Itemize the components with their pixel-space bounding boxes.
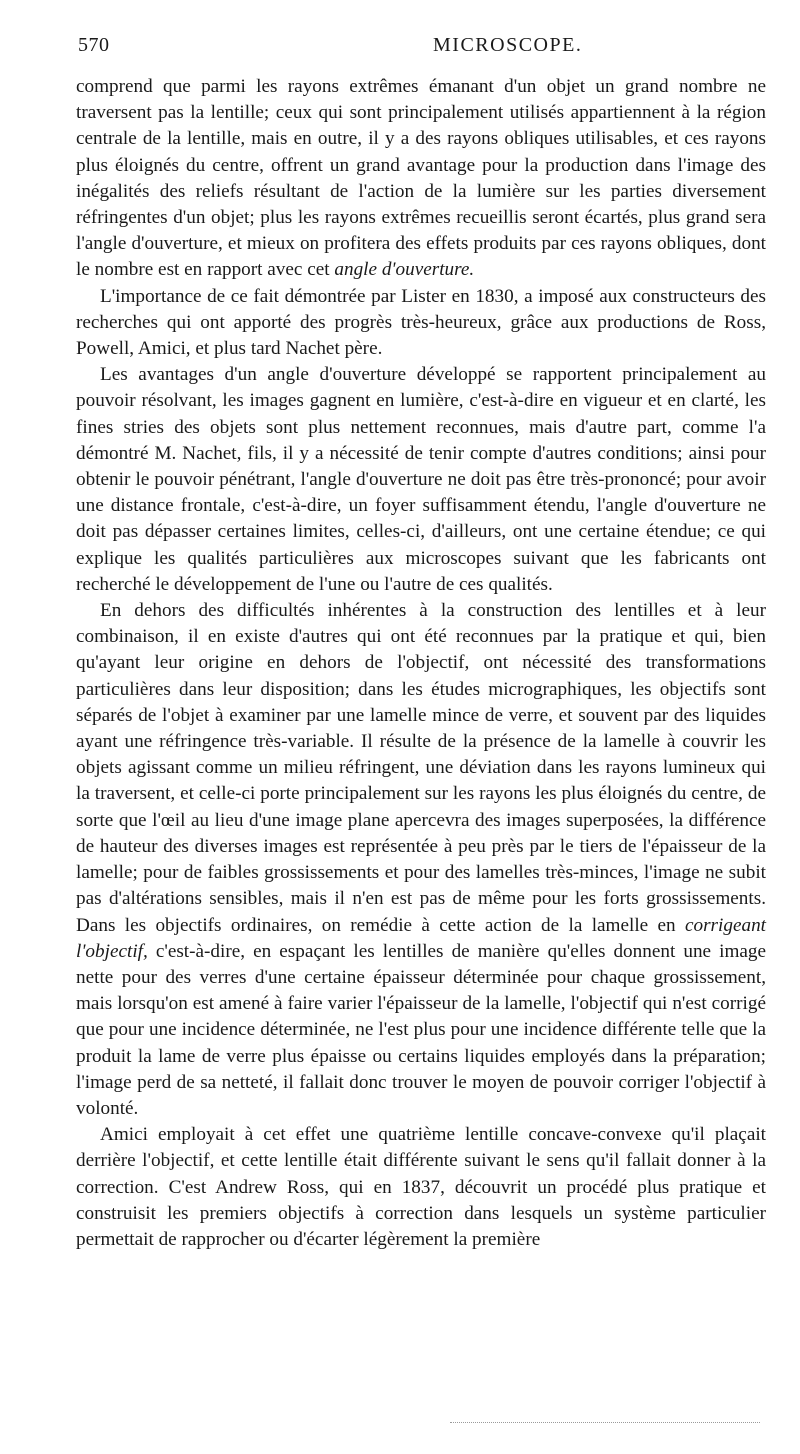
emphasis-text: corrigeant l'objectif, xyxy=(76,914,766,962)
paragraph-text: Les avantages d'un angle d'ouverture développé se rapportent principalement au pouvoir résolvant, les images gagnent en lumière, c'est-à-dire en vigueur et en clarté, les fines stries des objets sont plus nettement reconnues, mais d'autre part, comme l'a démontré M. Nachet, fils, il y a nécessité de tenir compte d'autres conditions; ainsi pour obtenir le pouvoir pénétrant, l'angle d'ouverture ne doit pas être très-prononcé; pour avoir une distance frontale, c'est-à-dire, un foyer suffisamment étendu, l'angle d'ouverture ne doit pas dépasser certaines limites, celles-ci, d'ailleurs, ont une certaine étendue; ce qui explique les qualités particulières aux microscopes suivant que les fabricants ont recherché le développement de l'une ou l'autre de ces qualités. xyxy=(76,364,766,595)
body-text xyxy=(76,74,766,1253)
page-header xyxy=(78,34,768,60)
paragraph-text: comprend que parmi les rayons extrêmes émanant d'un objet un grand nombre ne traversent pas la lentille; ceux qui sont principalement utilisés appartiennent à la région centrale de la lentille, mais en outre, il y a des rayons obliques utilisables, et ces rayons plus éloignés du centre, offrent un grand avantage pour la production dans l'image des inégalités des reliefs résultant de l'action de la lumière sur les parties diversement réfringentes d'un objet; plus les rayons extrêmes recueillis seront écartés, plus grand sera l'angle d'ouverture, et mieux on profitera des effets produits par ces rayons obliques, dont le nombre est en rapport avec cet xyxy=(76,76,766,281)
running-title: MICROSCOPE. xyxy=(433,34,583,56)
paragraph-3 xyxy=(76,362,766,598)
paragraph-text: c'est-à-dire, en espaçant les lentilles de manière qu'elles donnent une image nette pour des verres d'une certaine épaisseur déterminée pour chaque grossissement, mais lorsqu'on est amené à faire varier l'épaisseur de la lamelle, l'objectif qui n'est corrigé que pour une incidence déterminée, ne l'est plus pour une incidence différente telle que la produit la lame de verre plus épaisse ou certains liquides employés dans la préparation; l'image perd de sa netteté, il fallait donc trouver le moyen de pouvoir corriger l'objectif à volonté. xyxy=(76,940,766,1119)
paragraph-4 xyxy=(76,598,766,1122)
paragraph-5 xyxy=(76,1122,766,1253)
paragraph-text: En dehors des difficultés inhérentes à la construction des lentilles et à leur combinaison, il en existe d'autres qui ont été reconnues par la pratique et qui, bien qu'ayant leur origine en dehors de l'objectif, ont nécessité des transformations particulières dans leur disposition; dans les études micrographiques, les objectifs sont séparés de l'objet à examiner par une lamelle mince de verre, et souvent par des liquides ayant une réfringence très-variable. Il résulte de la présence de la lamelle à couvrir les objets agissant comme un milieu réfringent, une déviation dans les rayons lumineux qui la traversent, et celle-ci porte principalement sur les rayons les plus éloignés du centre, de sorte que l'œil au lieu d'une image plane apercevra des images superposées, la différence de hauteur des diverses images est représentée à peu près par le tiers de l'épaisseur de la lamelle; pour de faibles grossissements et pour des lamelles très-minces, l'image ne subit pas d'altérations sensibles, mais il n'en est pas de même pour les forts grossissements. Dans les objectifs ordinaires, on remédie à cette action de la lamelle en xyxy=(76,600,766,936)
page-number: 570 xyxy=(78,34,110,56)
paragraph-2 xyxy=(76,284,766,363)
paragraph-1 xyxy=(76,74,766,284)
paragraph-text: L'importance de ce fait démontrée par Lister en 1830, a imposé aux constructeurs des recherches qui ont apporté des progrès très-heureux, grâce aux productions de Ross, Powell, Amici, et plus tard Nachet père. xyxy=(76,285,766,360)
paragraph-text: Amici employait à cet effet une quatrième lentille concave-convexe qu'il plaçait derrière l'objectif, et cette lentille était différente suivant le sens qu'il fallait donner à la correction. C'est Andrew Ross, qui en 1837, découvrit un procédé plus pratique et construisit les premiers objectifs à correction dans lesquels un système particulier permettait de rapprocher ou d'écarter légèrement la première xyxy=(76,1124,766,1250)
footer-rule xyxy=(450,1422,760,1423)
emphasis-text: angle d'ouverture. xyxy=(334,259,475,281)
